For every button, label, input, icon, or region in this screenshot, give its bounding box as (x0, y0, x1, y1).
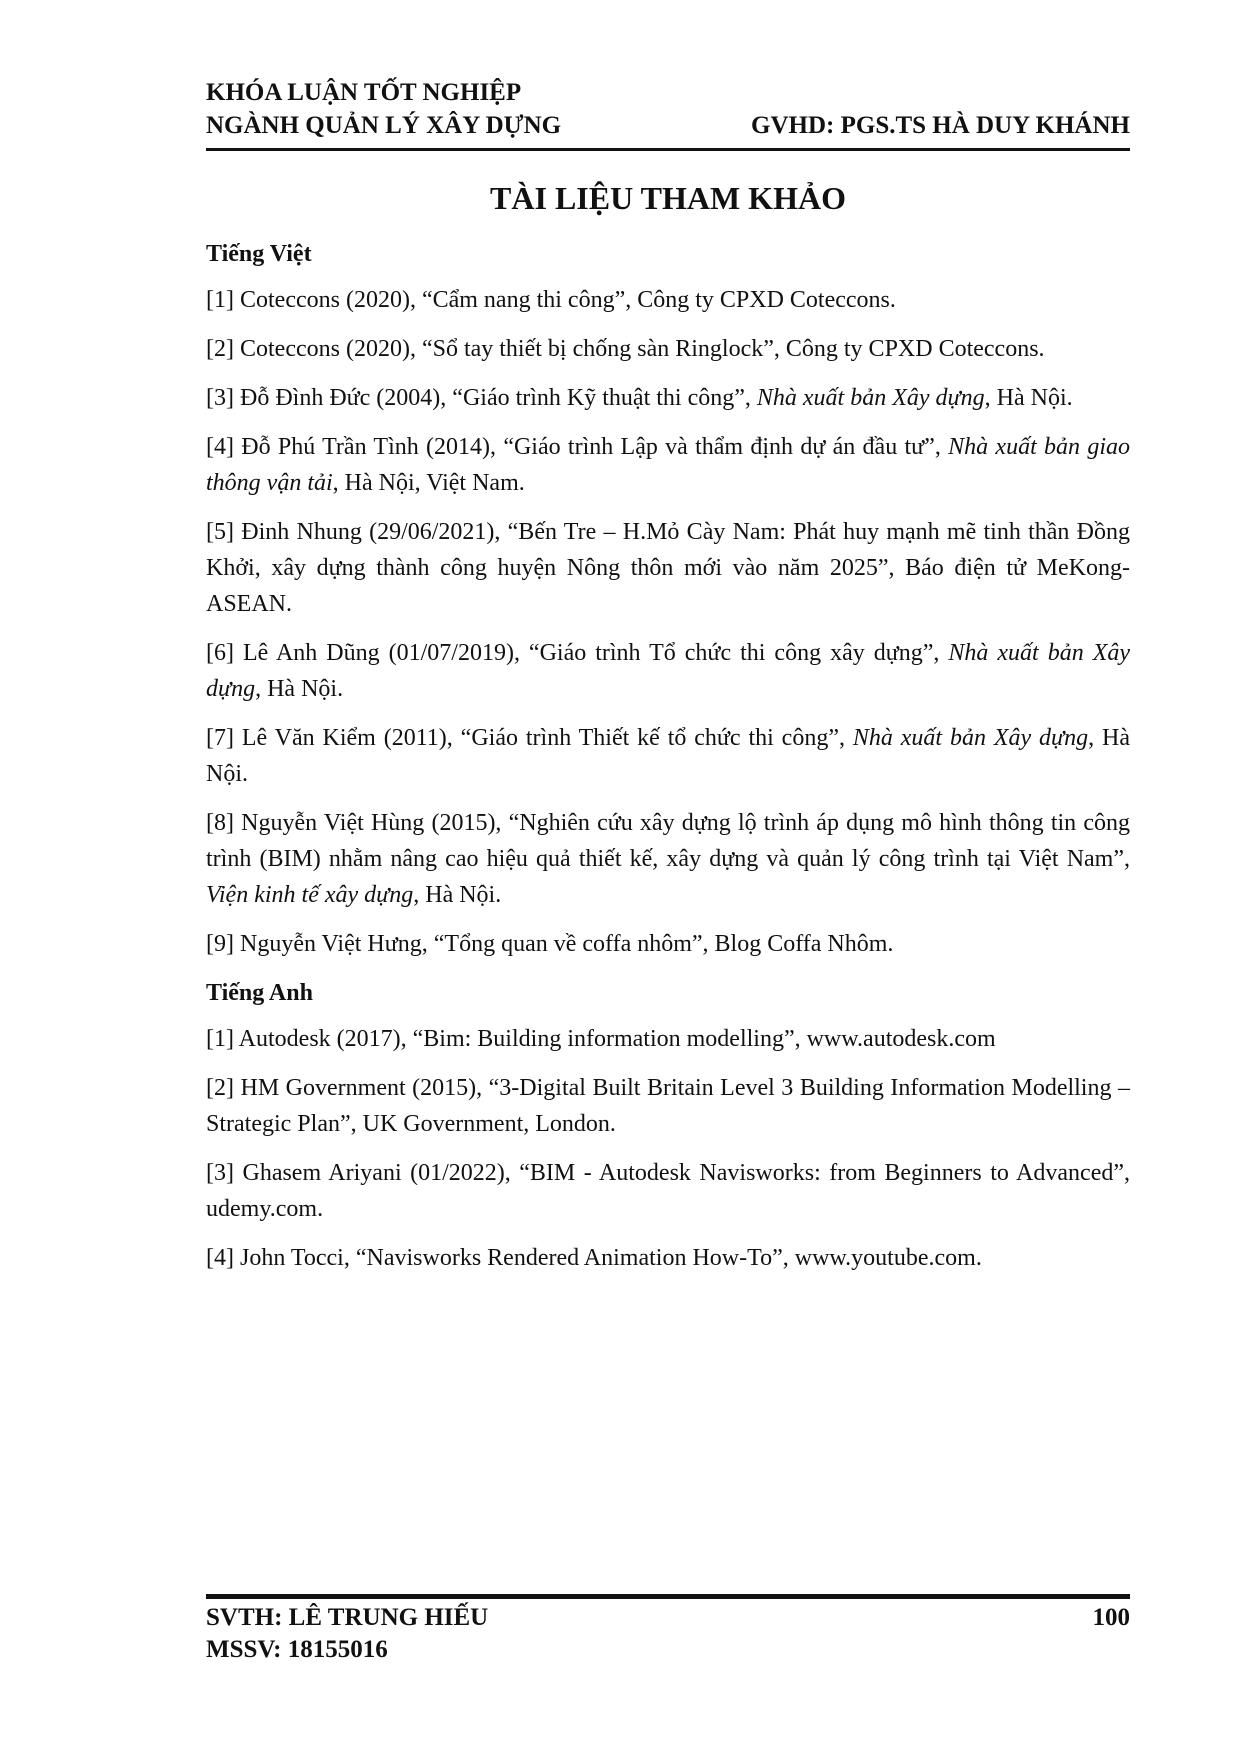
reference-text: [1] Autodesk (2017), “Bim: Building information modelling”, www.autodesk.com (206, 1026, 996, 1052)
reference-item (206, 1070, 1130, 1142)
reference-item (206, 635, 1130, 707)
reference-text: , Hà Nội, Việt Nam. (332, 470, 525, 496)
reference-text: , Hà Nội. (206, 725, 1130, 787)
reference-item (206, 514, 1130, 622)
reference-item (206, 380, 1130, 416)
section-heading: Tiếng Việt (206, 241, 312, 267)
reference-text: [4] Đỗ Phú Trần Tình (2014), “Giáo trình Lập và thẩm định dự án đầu tư”, (206, 434, 949, 460)
header-thesis-title: KHÓA LUẬN TỐT NGHIỆP (206, 79, 522, 106)
footer-student-name: SVTH: LÊ TRUNG HIẾU (206, 1604, 489, 1631)
footer-row (206, 1602, 1130, 1634)
page-number: 100 (1092, 1604, 1130, 1631)
reference-publisher: Nhà xuất bản Xây dựng (852, 725, 1089, 751)
reference-text: [4] John Tocci, “Navisworks Rendered Animation How-To”, www.youtube.com. (206, 1245, 982, 1271)
reference-item (206, 282, 1130, 318)
header-row (206, 109, 1130, 142)
header-major: NGÀNH QUẢN LÝ XÂY DỰNG (206, 112, 562, 139)
reference-text: [2] Coteccons (2020), “Sổ tay thiết bị chống sàn Ringlock”, Công ty CPXD Coteccons. (206, 336, 1045, 362)
header-advisor: GVHD: PGS.TS HÀ DUY KHÁNH (751, 112, 1130, 139)
footer-student-id: MSSV: 18155016 (206, 1636, 388, 1663)
reference-text: [7] Lê Văn Kiểm (2011), “Giáo trình Thiết kế tổ chức thi công”, (206, 725, 853, 751)
reference-publisher: Viện kinh tế xây dựng (206, 882, 414, 908)
reference-item (206, 1021, 1130, 1057)
reference-publisher: Nhà xuất bản Xây dựng (756, 385, 985, 411)
reference-text: [8] Nguyễn Việt Hùng (2015), “Nghiên cứu xây dựng lộ trình áp dụng mô hình thông tin công trình (BIM) nhằm nâng cao hiệu quả thiết kế, xây dựng và quản lý công trình tại Việt Nam”, (206, 810, 1130, 872)
footer-rule (206, 1594, 1130, 1599)
reference-item (206, 1240, 1130, 1276)
reference-item (206, 331, 1130, 367)
reference-text: [3] Đỗ Đình Đức (2004), “Giáo trình Kỹ thuật thi công”, (206, 385, 757, 411)
reference-text: [2] HM Government (2015), “3-Digital Built Britain Level 3 Building Information Modelling – Strategic Plan”, UK Government, London. (206, 1075, 1130, 1137)
reference-text: [6] Lê Anh Dũng (01/07/2019), “Giáo trình Tổ chức thi công xây dựng”, (206, 640, 949, 666)
reference-item (206, 1155, 1130, 1227)
reference-text: , Hà Nội. (984, 385, 1073, 411)
reference-publisher: Nhà xuất bản giao thông vận tải (206, 434, 1130, 496)
reference-text: [1] Coteccons (2020), “Cẩm nang thi công”, Công ty CPXD Coteccons. (206, 287, 896, 313)
reference-text: [5] Đinh Nhung (29/06/2021), “Bến Tre – H.Mỏ Cày Nam: Phát huy mạnh mẽ tinh thần Đồng Khởi, xây dựng thành công huyện Nông thôn mới vào năm 2025”, Báo điện tử MeKong- ASEAN. (206, 519, 1130, 617)
references-content (206, 236, 1130, 1289)
reference-text: , Hà Nội. (255, 676, 344, 702)
reference-text: , Hà Nội. (413, 882, 502, 908)
reference-text: [9] Nguyễn Việt Hưng, “Tổng quan về coffa nhôm”, Blog Coffa Nhôm. (206, 931, 894, 957)
page-footer (206, 1602, 1130, 1666)
section-heading: Tiếng Anh (206, 980, 313, 1006)
reference-item (206, 926, 1130, 962)
reference-item (206, 720, 1130, 792)
reference-item (206, 429, 1130, 501)
reference-publisher: Nhà xuất bản Xây dựng (206, 640, 1131, 702)
header-rule (206, 148, 1130, 151)
page-header (206, 76, 1130, 142)
reference-item (206, 805, 1130, 913)
page-title: TÀI LIỆU THAM KHẢO (490, 180, 846, 216)
reference-text: [3] Ghasem Ariyani (01/2022), “BIM - Autodesk Navisworks: from Beginners to Advanced”, udemy.com. (206, 1160, 1130, 1222)
